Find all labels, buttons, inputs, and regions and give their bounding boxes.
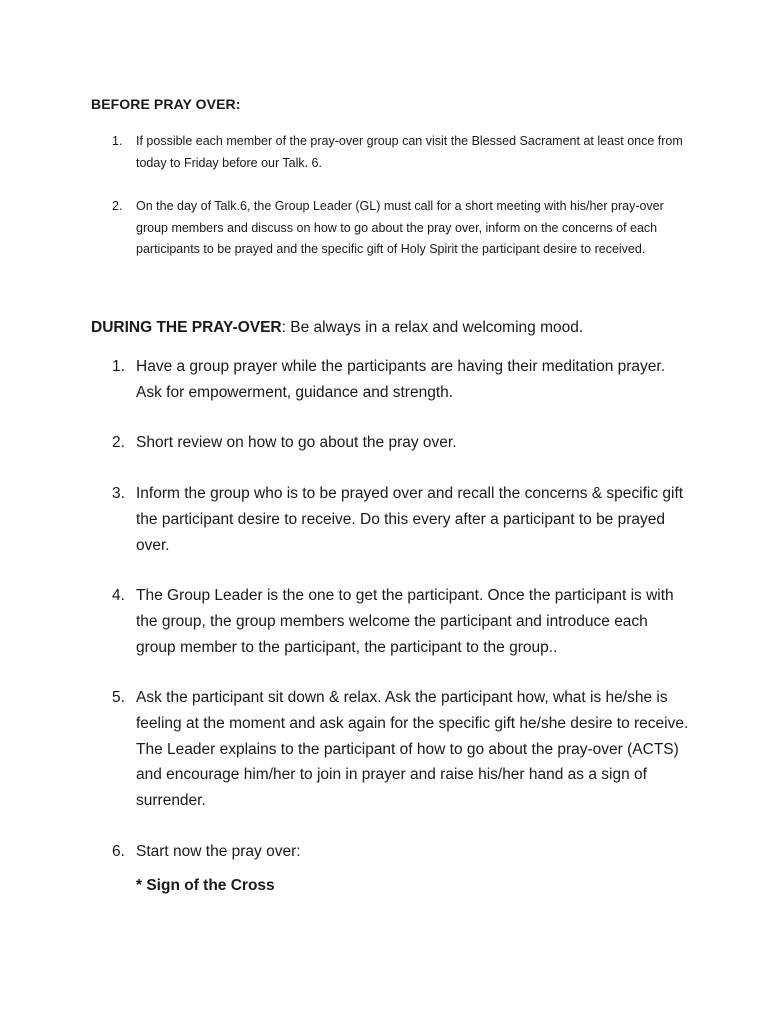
list-item	[91, 481, 691, 558]
list-item	[91, 839, 691, 865]
list-text: Start now the pray over:	[136, 842, 301, 860]
list-text: Inform the group who is to be prayed over and recall the concerns & specific gift the participant desire to receive. Do this every after a participant to be prayed over.	[136, 485, 684, 554]
during-list	[91, 354, 691, 890]
list-item	[91, 583, 691, 660]
before-pray-over-heading: BEFORE PRAY OVER:	[91, 96, 241, 112]
during-pray-over-heading	[91, 319, 583, 337]
list-item	[91, 196, 691, 261]
list-text: Have a group prayer while the participants are having their meditation prayer. Ask for empowerment, guidance and strength.	[136, 358, 666, 401]
list-number: 5.	[112, 689, 125, 707]
during-heading-bold: DURING THE PRAY-OVER	[91, 319, 282, 336]
before-list	[91, 131, 691, 283]
list-text: Ask the participant sit down & relax. Ask the participant how, what is he/she is feeling at the moment and ask again for the specific gift he/she desire to receive. The Leader explains to the participant of how to go about the pray-over (ACTS) and encourage him/her to join in prayer and raise his/her hand as a sign of surrender.	[136, 689, 689, 810]
list-item	[91, 131, 691, 174]
list-item	[91, 354, 691, 405]
list-number: 1.	[112, 358, 125, 375]
list-text: On the day of Talk.6, the Group Leader (GL) must call for a short meeting with his/her pray-over group members and discuss on how to go about the pray over, inform on the concerns of each participants to be prayed and the specific gift of Holy Spirit the participant desire to received.	[136, 199, 664, 256]
list-number: 6.	[112, 842, 125, 860]
during-heading-rest: : Be always in a relax and welcoming mood.	[281, 319, 584, 336]
list-text: If possible each member of the pray-over group can visit the Blessed Sacrament at least once from today to Friday before our Talk. 6.	[136, 134, 683, 170]
list-item	[91, 430, 691, 456]
sign-of-cross: * Sign of the Cross	[136, 877, 275, 894]
list-number: 3.	[112, 485, 125, 503]
list-item	[91, 685, 691, 814]
list-text: The Group Leader is the one to get the participant. Once the participant is with the group, the group members welcome the participant and introduce each group member to the participant, the participant to the group..	[136, 587, 674, 656]
list-number: 2.	[112, 199, 123, 213]
list-number: 2.	[112, 434, 125, 452]
list-number: 4.	[112, 587, 125, 605]
list-text: Short review on how to go about the pray over.	[136, 434, 457, 452]
list-number: 1.	[112, 134, 123, 148]
